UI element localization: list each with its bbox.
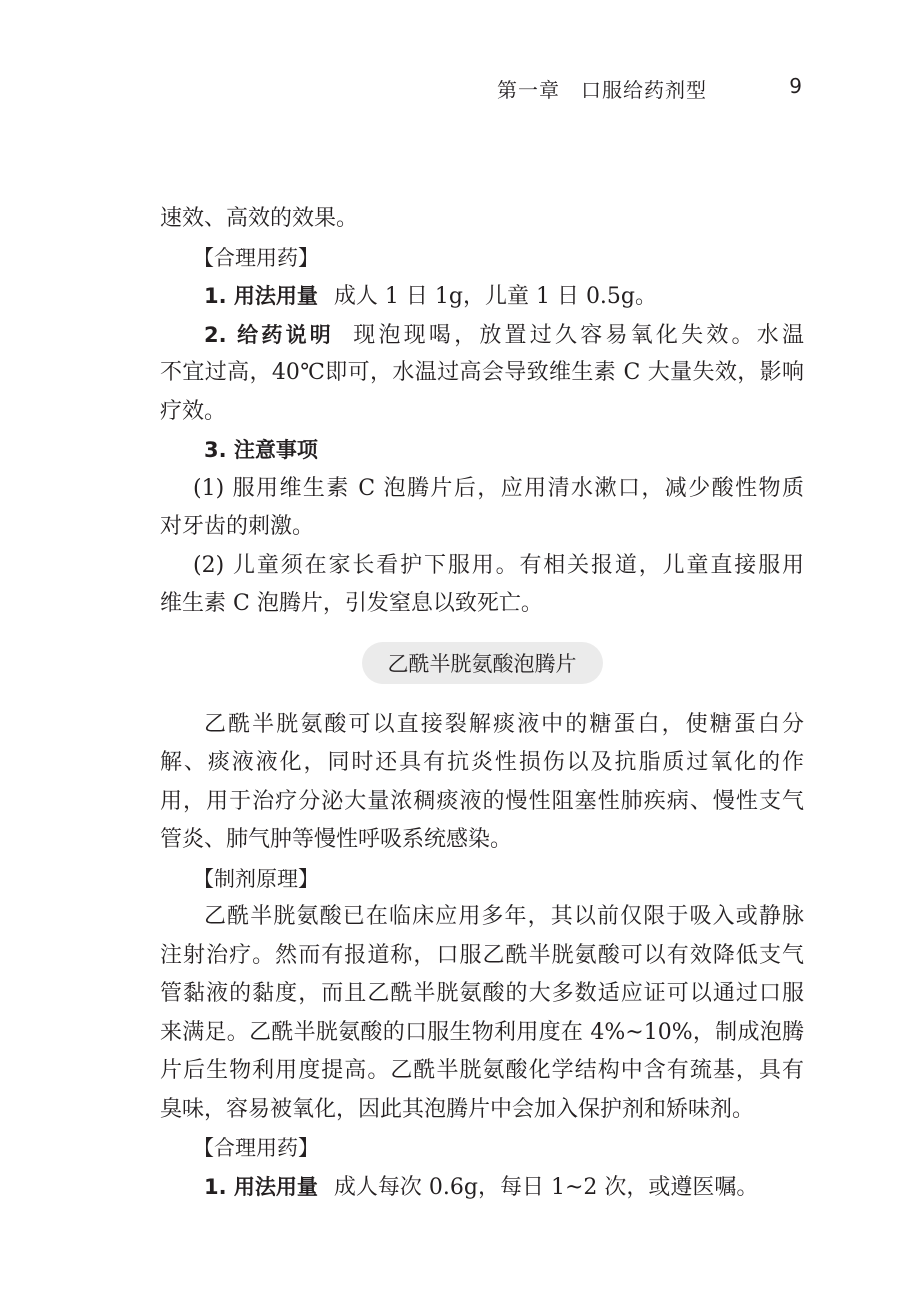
intro-line: 乙酰半胱氨酸可以直接裂解痰液中的糖蛋白，使糖蛋白分 (204, 711, 804, 737)
text-line: 疗效。 (160, 398, 227, 424)
principle-line: 注射治疗。然而有报道称，口服乙酰半胱氨酸可以有效降低支气 (160, 942, 804, 968)
administration-item (160, 316, 804, 355)
principle-line: 管黏液的黏度，而且乙酰半胱氨酸的大多数适应证可以通过口服 (160, 981, 804, 1006)
item-label: 1. 用法用量 (204, 284, 318, 308)
principle-line: 来满足。乙酰半胱氨酸的口服生物利用度在 4%~10%，制成泡腾 (160, 1019, 804, 1045)
paragraph-continuation: 速效、高效的效果。 (160, 206, 359, 231)
section-heading-principle: 【制剂原理】 (193, 866, 319, 891)
intro-line: 解、痰液液化，同时还具有抗炎性损伤以及抗脂质过氧化的作 (160, 750, 804, 775)
item-text: 成人 1 日 1g，儿童 1 日 0.5g。 (333, 284, 658, 309)
item-text: 现泡现喝，放置过久容易氧化失效。水温 (350, 322, 804, 348)
note-line: (1) 服用维生素 C 泡腾片后，应用清水漱口，减少酸性物质 (193, 475, 804, 501)
drug-title: 乙酰半胱氨酸泡腾片 (362, 642, 603, 684)
drug-title-container (160, 628, 804, 698)
item-label: 2. 给药说明 (204, 322, 335, 347)
chapter-title: 第一章 口服给药剂型 (497, 78, 707, 102)
text-line: 不宜过高，40℃即可，水温过高会导致维生素 C 大量失效，影响 (160, 360, 804, 385)
item-label: 3. 注意事项 (204, 438, 318, 462)
precautions-item (160, 431, 804, 470)
note-line: 对牙齿的刺激。 (160, 514, 315, 539)
intro-line: 用，用于治疗分泌大量浓稠痰液的慢性阻塞性肺疾病、慢性支气 (160, 788, 804, 814)
note-line: 维生素 C 泡腾片，引发窒息以致死亡。 (160, 591, 543, 616)
section-heading-usage-2: 【合理用药】 (193, 1136, 319, 1160)
intro-line: 管炎、肺气肿等慢性呼吸系统感染。 (160, 827, 513, 852)
note-line: (2) 儿童须在家长看护下服用。有相关报道，儿童直接服用 (193, 552, 804, 578)
section-heading-usage: 【合理用药】 (193, 245, 319, 270)
page-body (160, 200, 804, 1206)
principle-line: 臭味，容易被氧化，因此其泡腾片中会加入保护剂和矫味剂。 (160, 1096, 755, 1122)
item-label: 1. 用法用量 (204, 1174, 318, 1199)
principle-line: 乙酰半胱氨酸已在临床应用多年，其以前仅限于吸入或静脉 (204, 904, 804, 929)
usage-dosage-item-2 (160, 1168, 804, 1207)
page-number: 9 (789, 74, 802, 98)
usage-dosage-item (160, 277, 804, 316)
page-header (0, 70, 900, 106)
principle-line: 片后生物利用度提高。乙酰半胱氨酸化学结构中含有巯基，具有 (160, 1058, 804, 1083)
item-text: 成人每次 0.6g，每日 1~2 次，或遵医嘱。 (333, 1174, 759, 1200)
